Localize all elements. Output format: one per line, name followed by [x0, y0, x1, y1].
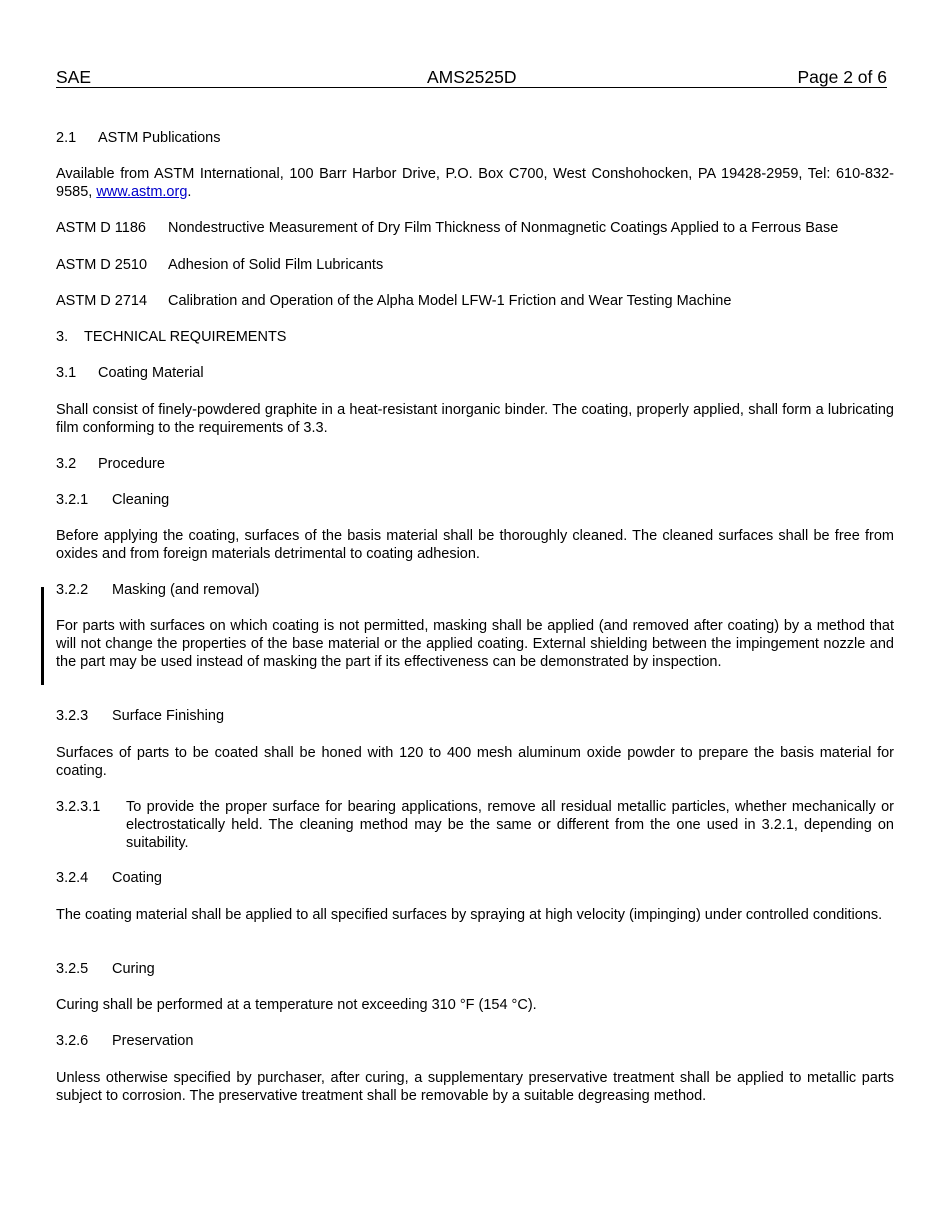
section-title: Procedure: [98, 456, 165, 472]
reference-item: [56, 219, 894, 237]
section-3-2-5-body: Curing shall be performed at a temperature not exceeding 310 °F (154 °C).: [56, 997, 537, 1013]
section-number: 3.: [56, 329, 69, 345]
section-3-1-heading: [56, 364, 894, 382]
astm-website-link[interactable]: www.astm.org: [96, 184, 188, 200]
section-3-1-body: Shall consist of finely-powdered graphite in a heat-resistant inorganic binder. The coating, properly applied, shall form a lubricating film conforming to the requirements of 3.3.: [56, 402, 894, 436]
section-number: 3.2.3.1: [56, 799, 101, 815]
page-header: [56, 67, 887, 88]
revision-change-bar: [41, 587, 44, 685]
section-3-2-3-body: Surfaces of parts to be coated shall be honed with 120 to 400 mesh aluminum oxide powder to prepare the basis material for coating.: [56, 745, 894, 779]
section-3-2-1-body: Before applying the coating, surfaces of the basis material shall be thoroughly cleaned. The cleaned surfaces shall be free from oxides and from foreign materials detrimental to coating adhesion.: [56, 528, 894, 562]
section-3-2-4-heading: [56, 869, 894, 887]
reference-title: Calibration and Operation of the Alpha Model LFW-1 Friction and Wear Testing Machine: [168, 293, 732, 309]
section-3-2-2-body: For parts with surfaces on which coating is not permitted, masking shall be applied (and removed after coating) by a method that will not change the properties of the base material or the applied coating. External shielding between the impingement nozzle and the part may be used instead of masking the part if its effectiveness can be demonstrated by inspection.: [56, 618, 894, 670]
section-title: Masking (and removal): [112, 582, 260, 598]
section-3-2-3-1: [56, 798, 894, 852]
section-3-2-3-1-body: To provide the proper surface for bearing applications, remove all residual metallic particles, whether mechanically or electrostatically held. The cleaning method may be the same or different from the one used in 3.2.1, depending on suitability.: [126, 799, 894, 851]
reference-item: [56, 256, 894, 274]
section-title: Coating: [112, 870, 162, 886]
section-3-2-6-body: Unless otherwise specified by purchaser, after curing, a supplementary preservative treatment shall be applied to metallic parts subject to corrosion. The preservative treatment shall be removable by a suitable degreasing method.: [56, 1070, 894, 1104]
section-number: 3.2.5: [56, 961, 89, 977]
reference-code: ASTM D 1186: [56, 220, 146, 236]
section-3-2-heading: [56, 455, 894, 473]
reference-item: [56, 292, 894, 310]
header-doc-number: AMS2525D: [427, 67, 517, 87]
section-title: ASTM Publications: [98, 130, 221, 146]
section-number: 3.2.4: [56, 870, 89, 886]
astm-availability-end: .: [187, 184, 192, 200]
section-3-2-3-heading: [56, 707, 894, 725]
section-number: 3.2.3: [56, 708, 89, 724]
section-3-2-5-heading: [56, 960, 894, 978]
section-number: 3.1: [56, 365, 77, 381]
section-3-heading: [56, 328, 894, 346]
reference-code: ASTM D 2510: [56, 257, 148, 273]
section-title: Curing: [112, 961, 155, 977]
header-org: SAE: [56, 67, 92, 87]
section-title: Surface Finishing: [112, 708, 225, 724]
section-title: Coating Material: [98, 365, 204, 381]
reference-title: Nondestructive Measurement of Dry Film Thickness of Nonmagnetic Coatings Applied to a Ferrous Base: [168, 220, 839, 236]
section-number: 2.1: [56, 130, 77, 146]
section-number: 3.2: [56, 456, 77, 472]
section-3-2-1-heading: [56, 491, 894, 509]
section-2-1-heading: [56, 129, 894, 147]
section-title: Preservation: [112, 1033, 194, 1049]
astm-availability-paragraph: [56, 165, 894, 201]
section-number: 3.2.6: [56, 1033, 89, 1049]
section-number: 3.2.2: [56, 582, 89, 598]
section-3-2-6-heading: [56, 1032, 894, 1050]
astm-availability-text: Available from ASTM International, 100 Barr Harbor Drive, P.O. Box C700, West Conshohocken, PA 19428-2959, Tel: 610-832-9585,: [56, 166, 894, 200]
reference-code: ASTM D 2714: [56, 293, 148, 309]
section-title: TECHNICAL REQUIREMENTS: [84, 329, 287, 345]
reference-title: Adhesion of Solid Film Lubricants: [168, 257, 384, 273]
section-3-2-4-body: The coating material shall be applied to all specified surfaces by spraying at high velocity (impinging) under controlled conditions.: [56, 907, 883, 923]
section-3-2-2-heading: [56, 581, 894, 599]
section-number: 3.2.1: [56, 492, 89, 508]
section-title: Cleaning: [112, 492, 170, 508]
header-page-number: Page 2 of 6: [797, 67, 887, 87]
